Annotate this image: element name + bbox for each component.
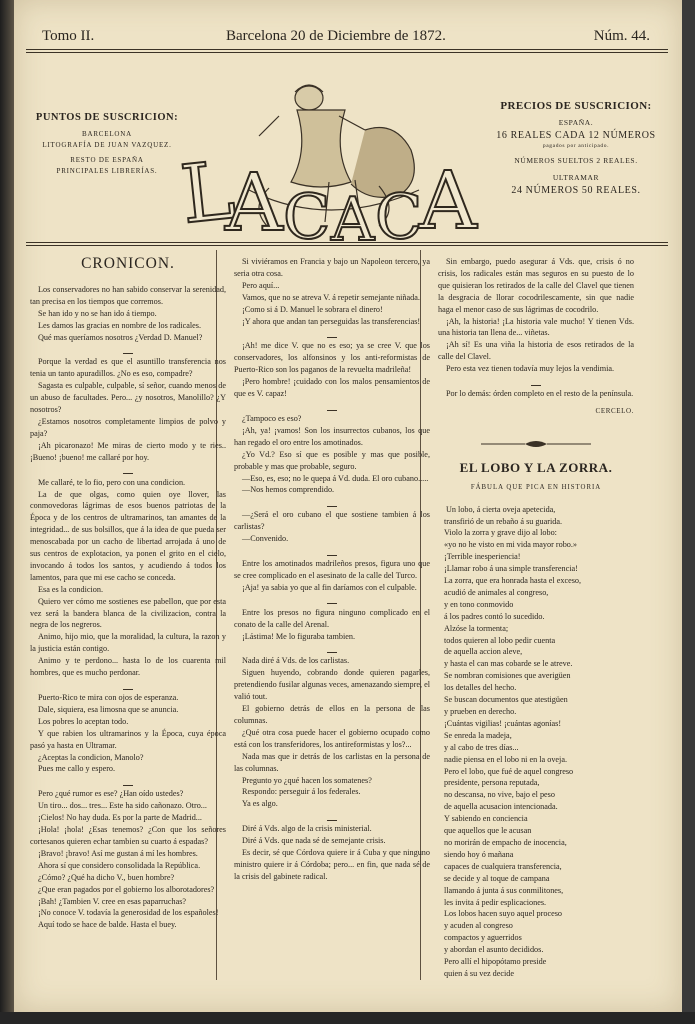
paragraph: ¡Bravo! ¡bravo! Así me gustan á mí les hombres. <box>38 848 198 858</box>
fable-verses <box>438 504 634 980</box>
binding-gutter <box>0 0 14 1024</box>
verse-line: y acuden al congreso <box>444 921 513 931</box>
paragraph: Diré á Vds. que nada sé de semejante crisis. <box>242 836 386 846</box>
ultramar-price: 24 NÚMEROS 50 REALES. <box>511 185 641 196</box>
paragraph: —¿Será el oro cubano el que sostiene tambien á los carlistas? <box>234 510 430 532</box>
verse-line: los detalles del hecho. <box>444 683 517 693</box>
paragraph: ¡Ah picaronazo! Me miras de cierto modo y te ries.. ¡Bueno! ¡bueno! me callaré por hoy. <box>30 440 226 462</box>
svg-text:C: C <box>283 180 331 253</box>
paragraph: —Eso, es, eso; no le quepa á Vd. duda. El oro cubano..... <box>242 473 429 483</box>
paragraph: ¡Ah, la historia! ¡La historia vale mucho! Y tienen Vds. una historia tan llena de... viñetas. <box>438 316 634 338</box>
paragraph: Me callaré, te lo fio, pero con una condicion. <box>38 477 186 487</box>
separator <box>30 683 226 687</box>
paragraph: Les damos las gracias en nombre de los radicales. <box>38 320 202 330</box>
verse-line: se decide y al toque de campana <box>444 873 550 883</box>
separator <box>234 549 430 553</box>
paragraph: Y que rabien los ultramarinos y la Época, cuya época pasó ya hasta en Ultramar. <box>30 728 226 750</box>
svg-text:A: A <box>331 185 375 255</box>
paragraph: ¿Cómo? ¿Qué ha dicho V., buen hombre? <box>38 872 175 882</box>
paragraph: Los conservadores no han sabido conservar la serenidad, tan precisa en los tiempos que corremos. <box>30 284 226 306</box>
paragraph: Un tiro... dos... tres... Este ha sido cañonazo. Otro... <box>38 801 207 811</box>
verse-line: les invita á pedir esplicaciones. <box>444 897 547 907</box>
verse-line: siendo hoy ó mañana <box>444 849 514 859</box>
verse-line: y prueben en derecho. <box>444 707 517 716</box>
paragraph: Dale, siquiera, esa limosna que se anuncia. <box>38 704 179 714</box>
newspaper-page <box>14 0 682 1012</box>
verse-line: de aquella acusacion intencionada. <box>444 802 558 812</box>
loose-price: NÚMEROS SUELTOS 2 REALES. <box>514 156 638 165</box>
separator <box>234 598 430 602</box>
separator <box>438 379 634 383</box>
verse-line: y al cabo de tres días... <box>444 742 519 752</box>
paragraph: Puerto-Rico te mira con ojos de esperanza. <box>38 693 179 702</box>
ornament-icon <box>481 440 591 448</box>
volume-label: Tomo II. <box>42 28 95 44</box>
verse-line: quien á su vez decide <box>444 968 515 978</box>
verse-line: La zorra, que era honrada hasta el exceso, <box>444 576 582 586</box>
verse-line: nadie piensa en el lobo ni en la oveja. <box>444 754 567 764</box>
paragraph: Es decir, sé que Córdova quiere ir á Cuba y que ninguno ministro quiere ir á Córdoba; pero... en fin, que nada sé de la crisis del gabinete radical. <box>234 848 430 881</box>
verse-line: y hasta el can mas cobarde se le atreve. <box>444 659 573 669</box>
svg-text:A: A <box>225 156 283 249</box>
paragraph: Nada diré á Vds. de los carlistas. <box>242 656 350 666</box>
fable-title: EL LOBO Y LA ZORRA. <box>459 459 613 475</box>
separator <box>234 814 430 818</box>
verse-line: no descansa, no vive, bajo el peso <box>444 790 555 800</box>
paragraph: Animo, hijo mio, que la moralidad, la cultura, la razon y la justicia están contigo. <box>30 632 226 654</box>
paragraph: ¿Aceptas la condicion, Manolo? <box>38 752 144 762</box>
paragraph: Pero esta vez tienen todavía muy lejos la vendimia. <box>446 364 615 374</box>
verse-line: Y sabiendo en conciencia <box>444 814 528 824</box>
paragraph: ¿Yo Vd.? Eso sí que es posible y mas que posible, probable y mas que probable, seguro. <box>234 449 430 471</box>
separator <box>30 779 226 783</box>
masthead-rule-2 <box>26 245 668 246</box>
svg-text:L: L <box>176 143 240 242</box>
masthead-rule <box>26 242 668 243</box>
paragraph: Pregunto yo ¿qué hacen los somatenes? <box>242 775 372 785</box>
verse-line: y abordan el asunto decididos. <box>444 945 544 955</box>
verse-line: y en tono conmovido <box>444 599 514 609</box>
paragraph: ¡Ah, ya! ¡vamos! Son los insurrectos cubanos, los que han regado el oro entre los amotinados. <box>234 425 430 447</box>
verse-line: Se enreda la madeja, <box>444 730 512 740</box>
verse-line: compactos y aguerridos <box>444 933 522 943</box>
fable-subtitle: FÁBULA QUE PICA EN HISTORIA <box>470 483 602 491</box>
signature: CERCELO. <box>595 406 634 415</box>
paragraph: Vamos, que no se atreva V. á repetir semejante niñada. <box>242 292 420 302</box>
paragraph: Entre los presos no figura ninguno complicado en el conato de la calle del Arenal. <box>234 607 430 629</box>
issue-number: Núm. 44. <box>593 28 650 44</box>
paragraph: Pues me callo y espero. <box>38 764 116 774</box>
paragraph: Siguen huyendo, cobrando donde quieren pagarles, pretendiendo fusilar algunas veces, amenazando siempre, el valió tout. <box>234 668 430 702</box>
ultramar-label: ULTRAMAR <box>552 173 600 182</box>
verse-line: Alzóse la tormenta; <box>444 623 509 633</box>
verse-line: Un lobo, á cierta oveja apetecida, <box>446 504 556 514</box>
paragraph: Sagasta es culpable, culpable, sí señor, cuando menos de un abuso de facultades. Pero... ¿y nosotros, Manolillo? ¿Y nosotros? <box>30 381 226 415</box>
subscription-points-title: PUNTOS DE SUSCRICION: <box>35 112 179 123</box>
paragraph: Nada mas que ir detrás de los carlistas en la persona de las columnas. <box>234 751 430 773</box>
header-rule-2 <box>26 52 668 53</box>
verse-line: de aquella accion aleve, <box>444 647 523 657</box>
svg-text:C: C <box>375 180 423 253</box>
verse-line: Se buscan documentos que atestigüen <box>444 695 568 705</box>
paragraph: Aquí todo se hace de balde. Hasta el buey. <box>38 920 177 930</box>
paragraph: Qué mas queríamos nosotros ¿Verdad D. Manuel? <box>38 332 203 342</box>
paragraph: Sin embargo, puedo asegurar á Vds. que, crisis ó no crisis, los radicales están mas seguros en su puesto de lo que quisieran los retirados de la calle del Clavel que tienen la desgracia de llorar cocodrilescamente, sin que nadie haga el menor caso de sus lágrimas de cocodrilo. <box>438 257 634 314</box>
paragraph: Se han ido y no se han ido á tiempo. <box>38 308 157 318</box>
verse-line: llamando á junta á sus conmilitones, <box>444 885 564 895</box>
masthead-illustration <box>176 70 477 255</box>
verse-line: ¡Llamar robo á una simple transferencia! <box>444 564 578 574</box>
verse-line: acudió de animales al congreso, <box>444 587 549 597</box>
header-rule <box>26 49 668 50</box>
paragraph: ¡Como si á D. Manuel le sobrara el dinero! <box>242 304 383 314</box>
paragraph: Esa es la condicion. <box>38 584 104 594</box>
paragraph: Respondo: perseguir á los federales. <box>242 787 361 797</box>
paragraph: Los pobres lo aceptan todo. <box>38 716 129 726</box>
paragraph: Quiero ver cómo me sostienes ese pabellon, que por esta vez será la bandera blanca de la civilizacion, contra la negra de los negreros. <box>30 596 226 630</box>
verse-line: presidente, persona reputada, <box>444 778 540 788</box>
separator <box>234 404 430 408</box>
verse-line: Violo la zorra y grave dijo al lobo: <box>444 528 557 538</box>
verse-line: ¡Cuántas vigilias! ¡cuántas agonías! <box>444 718 562 728</box>
separator <box>234 331 430 335</box>
paragraph: Diré á Vds. algo de la crisis ministerial. <box>242 824 372 834</box>
verse-line: todos quieren al lobo pedir cuenta <box>444 635 556 645</box>
svg-text:A: A <box>419 154 477 247</box>
verse-line: transfirió de un rebaño á su guarida. <box>444 516 562 526</box>
paragraph: ¡Bah! ¿Tambien V. cree en esas paparruchas? <box>38 896 187 906</box>
prices-box <box>476 100 676 197</box>
spain-price: 16 REALES CADA 12 NÚMEROS <box>496 130 656 141</box>
verse-line: á los padres contó lo sucedido. <box>444 611 545 621</box>
subscription-line: PRINCIPALES LIBRERÍAS. <box>56 167 158 175</box>
paragraph: Animo y te perdono... hasta lo de los cuarenta mil hombres, que es mucho perdonar. <box>30 656 226 678</box>
verse-line: no morirán de empacho de inocencia, <box>444 837 567 847</box>
separator <box>234 500 430 504</box>
subscription-line: RESTO DE ESPAÑA <box>70 156 144 164</box>
paragraph: Ya es algo. <box>242 799 278 809</box>
paragraph: —Nos hemos comprendido. <box>242 485 335 495</box>
paragraph: ¡Cielos! No hay duda. Es por la parte de Madrid... <box>38 813 202 823</box>
verse-line: Pero allí el hipopótamo preside <box>444 957 547 967</box>
spain-note: pagados por anticipado. <box>542 143 610 149</box>
column-2 <box>234 256 430 883</box>
verse-line: «yo no he visto en mi vida mayor robo.» <box>444 540 578 550</box>
paragraph: Entre los amotinados madrileños presos, figura uno que se cree complicado en el asesinato de la calle del Turco. <box>234 559 430 580</box>
subscription-line: BARCELONA <box>82 130 132 138</box>
separator <box>30 468 226 472</box>
paragraph: ¡No conoce V. todavía la generosidad de los españoles! <box>38 908 219 918</box>
paragraph: ¿Qué otra cosa puede hacer el gobierno ocupado como está con los transferidores, los antireformistas y los?... <box>234 727 430 749</box>
scan-bottom-edge <box>0 1012 695 1024</box>
ornament-divider <box>438 440 634 452</box>
separator <box>30 347 226 351</box>
verse-line: capaces de cualquiera transferencia, <box>444 861 562 871</box>
verse-line: que aquellos que le acusan <box>444 826 532 836</box>
paragraph: ¡Ah! me dice V. que no es eso; ya se cree V. que los conservadores, los alfonsinos y los anti-reformistas de Puerto-Rico son los paganos de la revuelta madrileña! <box>234 341 430 375</box>
paragraph: ¿Tampoco es eso? <box>242 413 302 423</box>
paragraph: ¡Pero hombre! ¡cuidado con los malos pensamientos de que es V. capaz! <box>234 377 430 399</box>
column-3 <box>438 256 634 980</box>
verse-line: ¡Terrible inesperiencia! <box>444 552 521 562</box>
paragraph: ¡Aja! ya sabia yo que al fin daríamos con el culpable. <box>242 582 417 592</box>
paragraph: La de que olgas, como quien oye llover, las conmovedoras lágrimas de esos buenos patriotas de la Época y de los centros de ultramarinos, tan amantes de la integridad... de sus bolsillos, que á la idea de que pueda ser menoscabada por un cacho de libertad arrojada á uno de sus centros de explotacion, ya ponen el grito en el cielo, invocando á todos los santos, y acudiendo á todos los lamentos, para que mi ese cacho se conceda. <box>30 489 226 582</box>
verse-line: Pero el lobo, que fué de aquel congreso <box>444 766 574 776</box>
paragraph: Pero ¿qué rumor es ese? ¿Han oído ustedes? <box>38 789 184 799</box>
paragraph: Ahora sí que considero consolidada la República. <box>38 860 201 870</box>
paragraph: El gobierno detrás de ellos en la persona de las columnas. <box>234 704 430 725</box>
verse-line: Se nombran comisiones que averigüen <box>444 671 571 681</box>
paragraph: ¿Estamos nosotros completamente limpios de polvo y paja? <box>30 416 226 438</box>
paragraph: ¡Ah sí! Es una viña la historia de esos retirados de la calle del Clavel. <box>438 340 634 362</box>
paragraph: ¡Y ahora que andan tan perseguidas las transferencias! <box>242 316 421 326</box>
verse-line: Los lobos hacen suyo aquel proceso <box>444 909 563 919</box>
separator <box>234 646 430 650</box>
column-1 <box>30 256 226 931</box>
paragraph: Porque la verdad es que el asuntillo transferencia nos tenia un tanto apuradillos. ¿No es eso, compadre? <box>30 357 226 379</box>
paragraph: —Convenido. <box>242 534 289 544</box>
paragraph: Si viviéramos en Francia y bajo un Napoleon tercero, ya seria otra cosa. <box>234 257 430 278</box>
cronicon-title: CRONICON. <box>81 255 175 272</box>
subscription-points <box>28 112 186 177</box>
paragraph: Pero aquí... <box>242 280 280 290</box>
paragraph: ¿Que eran pagados por el gobierno los alborotadores? <box>38 884 215 894</box>
date-label: Barcelona 20 de Diciembre de 1872. <box>226 28 446 44</box>
masthead-logo <box>176 70 477 255</box>
subscription-line: LITOGRAFÍA DE JUAN VAZQUEZ. <box>42 141 172 149</box>
prices-title: PRECIOS DE SUSCRICION: <box>500 100 652 112</box>
paragraph: ¡Hola! ¡hola! ¿Esas tenemos? ¿Con que los señores cortesanos quieren echar tambien su cuarto á espadas? <box>30 825 226 846</box>
paragraph: Por lo demás: órden completo en el resto de la península. <box>446 389 634 399</box>
paragraph: ¡Lástima! Me lo figuraba tambien. <box>242 631 355 641</box>
spain-label: ESPAÑA. <box>558 118 594 127</box>
